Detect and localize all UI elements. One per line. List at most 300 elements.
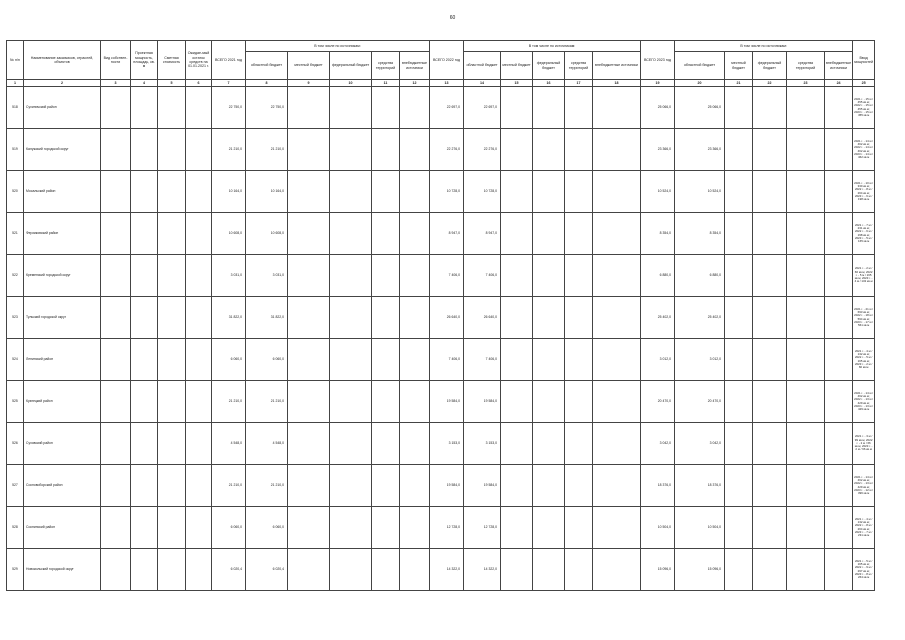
empty-cell <box>186 255 212 297</box>
page-number: 60 <box>449 15 456 21</box>
empty-cell <box>330 423 372 465</box>
empty-cell <box>400 339 430 381</box>
total-2022: 26 640,0 <box>430 297 464 339</box>
empty-cell <box>787 339 825 381</box>
row-name: Сухиничский район <box>24 87 101 129</box>
empty-cell <box>158 87 186 129</box>
empty-cell <box>753 381 787 423</box>
row-name: Тульский городской округ <box>24 297 101 339</box>
total-2023: 6 880,0 <box>641 255 675 297</box>
total-2023: 8 354,0 <box>641 213 675 255</box>
header-regional-2023: областной бюджет <box>675 52 725 80</box>
empty-cell <box>825 171 853 213</box>
empty-cell <box>330 339 372 381</box>
regional-2022: 8 947,0 <box>464 213 501 255</box>
row-name: Мосальский район <box>24 171 101 213</box>
empty-cell <box>593 507 641 549</box>
total-2022: 19 584,0 <box>430 465 464 507</box>
header-group-2023: В том числе по источникам: <box>675 41 853 52</box>
empty-cell <box>288 213 330 255</box>
column-number: 12 <box>400 80 430 87</box>
empty-cell <box>186 465 212 507</box>
empty-cell <box>725 507 753 549</box>
empty-cell <box>501 549 533 591</box>
empty-cell <box>787 297 825 339</box>
total-2021: 21 210,0 <box>212 465 246 507</box>
empty-cell <box>533 129 565 171</box>
empty-cell <box>158 507 186 549</box>
regional-2021: 21 210,0 <box>246 465 288 507</box>
total-2023: 20 470,0 <box>641 381 675 423</box>
header-extra-2023: внебюджетные источники <box>825 52 853 80</box>
header-local-2023: местный бюджет <box>725 52 753 80</box>
empty-cell <box>533 423 565 465</box>
empty-cell <box>825 213 853 255</box>
empty-cell <box>101 297 131 339</box>
column-number: 16 <box>533 80 565 87</box>
regional-2023: 18 376,0 <box>675 465 725 507</box>
empty-cell <box>288 87 330 129</box>
empty-cell <box>565 423 593 465</box>
empty-cell <box>753 255 787 297</box>
header-capacity: Проектная мощность, площадь, кв. м <box>131 41 158 80</box>
table-row <box>7 423 875 465</box>
header-territories-2022: средства территорий <box>565 52 593 80</box>
empty-cell <box>330 465 372 507</box>
regional-2021: 10 164,0 <box>246 171 288 213</box>
empty-cell <box>825 381 853 423</box>
empty-cell <box>753 423 787 465</box>
empty-cell <box>330 507 372 549</box>
empty-cell <box>753 507 787 549</box>
header-regional-2021: областной бюджет <box>246 52 288 80</box>
empty-cell <box>131 213 158 255</box>
total-2023: 10 504,0 <box>641 507 675 549</box>
row-number: 527 <box>7 465 24 507</box>
empty-cell <box>158 549 186 591</box>
empty-cell <box>753 549 787 591</box>
empty-cell <box>131 465 158 507</box>
empty-cell <box>372 339 400 381</box>
empty-cell <box>158 465 186 507</box>
empty-cell <box>101 507 131 549</box>
column-number: 5 <box>158 80 186 87</box>
header-total-2023: ВСЕГО 2023 год <box>641 41 675 80</box>
empty-cell <box>593 255 641 297</box>
commissioning-note: 2021 г. - 3 м / 99 кв.м; 2022 г. - 2 м / 66 кв.м; 2023 г. - 2 м / 66 кв.м <box>853 423 875 465</box>
empty-cell <box>787 465 825 507</box>
regional-2021: 31 822,0 <box>246 297 288 339</box>
empty-cell <box>725 213 753 255</box>
empty-cell <box>753 87 787 129</box>
commissioning-note: 2021 г. - 7 м / 231 кв.м; 2022 г. - 6 м / 198 кв.м; 2023 г. - 5 м / 165 кв.м <box>853 213 875 255</box>
empty-cell <box>158 381 186 423</box>
empty-cell <box>725 87 753 129</box>
empty-cell <box>501 171 533 213</box>
row-number: 529 <box>7 549 24 591</box>
column-number: 2 <box>24 80 101 87</box>
table-row <box>7 129 875 171</box>
empty-cell <box>288 381 330 423</box>
empty-cell <box>186 171 212 213</box>
empty-cell <box>400 465 430 507</box>
total-2021: 6 060,0 <box>212 507 246 549</box>
empty-cell <box>787 507 825 549</box>
regional-2023: 23 366,0 <box>675 129 725 171</box>
total-2021: 21 210,0 <box>212 129 246 171</box>
empty-cell <box>565 87 593 129</box>
row-number: 525 <box>7 381 24 423</box>
table-row <box>7 213 875 255</box>
total-2021: 4 548,0 <box>212 423 246 465</box>
row-name: Ферзиковский район <box>24 213 101 255</box>
total-2021: 22 750,0 <box>212 87 246 129</box>
total-2021: 6 020,4 <box>212 549 246 591</box>
empty-cell <box>101 87 131 129</box>
empty-cell <box>725 255 753 297</box>
commissioning-note: 2021 г. - 15 м / 455 кв.м; 2022 г. - 15 м / 455 кв.м; 2023 г. - 15 м / 455 кв.м <box>853 87 875 129</box>
empty-cell <box>400 507 430 549</box>
empty-cell <box>533 465 565 507</box>
empty-cell <box>533 507 565 549</box>
row-number: 523 <box>7 297 24 339</box>
table-row <box>7 549 875 591</box>
empty-cell <box>565 255 593 297</box>
column-number: 13 <box>430 80 464 87</box>
empty-cell <box>533 381 565 423</box>
column-number: 22 <box>753 80 787 87</box>
empty-cell <box>101 171 131 213</box>
header-territories-2023: средства территорий <box>787 52 825 80</box>
regional-2022: 7 406,0 <box>464 339 501 381</box>
empty-cell <box>372 549 400 591</box>
header-local-2022: местный бюджет <box>501 52 533 80</box>
empty-cell <box>372 465 400 507</box>
regional-2021: 21 210,0 <box>246 381 288 423</box>
regional-2022: 19 584,0 <box>464 465 501 507</box>
column-number: 7 <box>212 80 246 87</box>
empty-cell <box>131 171 158 213</box>
regional-2023: 15 096,0 <box>675 549 725 591</box>
commissioning-note: 2021 г. - 14 м / 462 кв.м; 2022 г. - 13 м / 429 кв.м; 2023 г. - 12 м / 396 кв.м <box>853 465 875 507</box>
column-number: 20 <box>675 80 725 87</box>
total-2021: 3 031,0 <box>212 255 246 297</box>
empty-cell <box>400 171 430 213</box>
row-name: Суховский район <box>24 423 101 465</box>
empty-cell <box>593 213 641 255</box>
empty-cell <box>131 381 158 423</box>
column-number: 4 <box>131 80 158 87</box>
empty-cell <box>501 465 533 507</box>
empty-cell <box>725 297 753 339</box>
empty-cell <box>131 507 158 549</box>
empty-cell <box>186 549 212 591</box>
regional-2023: 20 470,0 <box>675 381 725 423</box>
regional-2023: 3 012,0 <box>675 339 725 381</box>
empty-cell <box>186 339 212 381</box>
header-no: № п/п <box>7 41 24 80</box>
commissioning-note: 2021 г. - 4 м / 132 кв.м; 2022 г. - 5 м / 165 кв.м; 2023 г. - 2 м / 66 кв.м <box>853 339 875 381</box>
column-number: 18 <box>593 80 641 87</box>
empty-cell <box>753 339 787 381</box>
empty-cell <box>400 423 430 465</box>
empty-cell <box>158 255 186 297</box>
empty-cell <box>186 381 212 423</box>
total-2021: 6 060,0 <box>212 339 246 381</box>
empty-cell <box>400 255 430 297</box>
empty-cell <box>787 213 825 255</box>
empty-cell <box>288 171 330 213</box>
empty-cell <box>753 213 787 255</box>
empty-cell <box>825 549 853 591</box>
header-group-2021: В том числе по источникам: <box>246 41 430 52</box>
table-row <box>7 255 875 297</box>
empty-cell <box>787 87 825 129</box>
header-federal-2021: федеральный бюджет <box>330 52 372 80</box>
empty-cell <box>725 129 753 171</box>
empty-cell <box>158 423 186 465</box>
empty-cell <box>288 465 330 507</box>
empty-cell <box>593 297 641 339</box>
regional-2022: 14 322,0 <box>464 549 501 591</box>
regional-2022: 10 728,0 <box>464 171 501 213</box>
header-estimate: Сметная стоимость <box>158 41 186 80</box>
empty-cell <box>131 255 158 297</box>
header-name: Наименование заказчиков, отраслей, объектов <box>24 41 101 80</box>
empty-cell <box>372 171 400 213</box>
regional-2021: 4 548,0 <box>246 423 288 465</box>
regional-2023: 25 402,0 <box>675 297 725 339</box>
table-row <box>7 171 875 213</box>
empty-cell <box>131 423 158 465</box>
column-number: 9 <box>288 80 330 87</box>
empty-cell <box>593 129 641 171</box>
empty-cell <box>101 423 131 465</box>
regional-2021: 3 031,0 <box>246 255 288 297</box>
empty-cell <box>101 339 131 381</box>
empty-cell <box>101 381 131 423</box>
column-number: 11 <box>372 80 400 87</box>
empty-cell <box>288 339 330 381</box>
empty-cell <box>101 129 131 171</box>
column-number: 3 <box>101 80 131 87</box>
empty-cell <box>825 255 853 297</box>
row-name: Ленинский район <box>24 339 101 381</box>
total-2022: 7 406,0 <box>430 255 464 297</box>
regional-2021: 10 608,0 <box>246 213 288 255</box>
empty-cell <box>330 255 372 297</box>
column-number: 17 <box>565 80 593 87</box>
row-number: 528 <box>7 507 24 549</box>
empty-cell <box>593 381 641 423</box>
total-2022: 3 153,0 <box>430 423 464 465</box>
header-ownership: Вид собствен-ности <box>101 41 131 80</box>
empty-cell <box>501 339 533 381</box>
table-row <box>7 87 875 129</box>
empty-cell <box>101 549 131 591</box>
header-total-2021: ВСЕГО 2021 год <box>212 41 246 80</box>
empty-cell <box>501 381 533 423</box>
empty-cell <box>372 129 400 171</box>
column-number: 15 <box>501 80 533 87</box>
total-2023: 25 402,0 <box>641 297 675 339</box>
regional-2021: 22 750,0 <box>246 87 288 129</box>
empty-cell <box>501 213 533 255</box>
total-2021: 21 210,0 <box>212 381 246 423</box>
empty-cell <box>565 339 593 381</box>
row-name: Новокольский городской округ <box>24 549 101 591</box>
empty-cell <box>501 255 533 297</box>
empty-cell <box>825 423 853 465</box>
empty-cell <box>725 171 753 213</box>
total-2022: 8 947,0 <box>430 213 464 255</box>
regional-2021: 6 060,0 <box>246 339 288 381</box>
empty-cell <box>565 465 593 507</box>
regional-2023: 10 504,0 <box>675 507 725 549</box>
empty-cell <box>825 297 853 339</box>
empty-cell <box>565 129 593 171</box>
empty-cell <box>725 423 753 465</box>
header-federal-2023: федеральный бюджет <box>753 52 787 80</box>
total-2023: 18 376,0 <box>641 465 675 507</box>
empty-cell <box>533 297 565 339</box>
commissioning-note: 2021 г. - 10 м / 330 кв.м; 2022 г. - 8 м / 264 кв.м; 2023 г. - 6 м / 198 кв.м <box>853 171 875 213</box>
empty-cell <box>131 297 158 339</box>
row-name: Кузнецкий район <box>24 381 101 423</box>
empty-cell <box>400 381 430 423</box>
empty-cell <box>101 255 131 297</box>
header-territories-2021: средства территорий <box>372 52 400 80</box>
empty-cell <box>330 549 372 591</box>
regional-2021: 6 020,4 <box>246 549 288 591</box>
header-local-2021: местный бюджет <box>288 52 330 80</box>
empty-cell <box>565 171 593 213</box>
empty-cell <box>186 507 212 549</box>
row-number: 524 <box>7 339 24 381</box>
empty-cell <box>158 129 186 171</box>
empty-cell <box>158 339 186 381</box>
empty-cell <box>565 213 593 255</box>
empty-cell <box>330 213 372 255</box>
empty-cell <box>725 381 753 423</box>
total-2022: 7 406,0 <box>430 339 464 381</box>
commissioning-note: 2021 г. - 2 м / 66 кв.м; 2022 г. - 5 м / 165 кв.м; 2023 г. - 4 м / 132 кв.м <box>853 255 875 297</box>
total-2023: 3 042,0 <box>641 423 675 465</box>
empty-cell <box>725 339 753 381</box>
empty-cell <box>825 339 853 381</box>
regional-2023: 8 354,0 <box>675 213 725 255</box>
regional-2021: 6 060,0 <box>246 507 288 549</box>
empty-cell <box>131 339 158 381</box>
empty-cell <box>787 255 825 297</box>
table-row <box>7 339 875 381</box>
regional-2023: 10 524,0 <box>675 171 725 213</box>
regional-2023: 3 042,0 <box>675 423 725 465</box>
empty-cell <box>288 549 330 591</box>
header-commissioning: Ввод мощностей <box>853 41 875 80</box>
empty-cell <box>825 87 853 129</box>
empty-cell <box>593 171 641 213</box>
empty-cell <box>330 297 372 339</box>
total-2022: 19 584,0 <box>430 381 464 423</box>
empty-cell <box>372 507 400 549</box>
empty-cell <box>330 171 372 213</box>
empty-cell <box>593 339 641 381</box>
row-number: 526 <box>7 423 24 465</box>
total-2021: 10 608,0 <box>212 213 246 255</box>
empty-cell <box>787 171 825 213</box>
empty-cell <box>186 129 212 171</box>
empty-cell <box>372 213 400 255</box>
empty-cell <box>593 549 641 591</box>
empty-cell <box>501 507 533 549</box>
column-number: 14 <box>464 80 501 87</box>
empty-cell <box>330 87 372 129</box>
table-row <box>7 381 875 423</box>
row-number: 520 <box>7 171 24 213</box>
total-2022: 14 322,0 <box>430 549 464 591</box>
empty-cell <box>565 507 593 549</box>
empty-cell <box>725 465 753 507</box>
empty-cell <box>288 507 330 549</box>
total-2022: 12 728,0 <box>430 507 464 549</box>
empty-cell <box>330 381 372 423</box>
empty-cell <box>501 423 533 465</box>
empty-cell <box>158 213 186 255</box>
empty-cell <box>101 213 131 255</box>
empty-cell <box>565 549 593 591</box>
total-2023: 10 524,0 <box>641 171 675 213</box>
row-name: Калужский городской округ <box>24 129 101 171</box>
commissioning-note: 2021 г. - 21 м / 693 кв.м; 2022 г. - 18 м / 594 кв.м; 2023 г. - 17 м / 561 кв.м <box>853 297 875 339</box>
empty-cell <box>787 381 825 423</box>
empty-cell <box>753 297 787 339</box>
total-2023: 15 096,0 <box>641 549 675 591</box>
investment-table <box>6 40 875 591</box>
empty-cell <box>787 549 825 591</box>
empty-cell <box>186 87 212 129</box>
row-number: 522 <box>7 255 24 297</box>
total-2022: 10 728,0 <box>430 171 464 213</box>
empty-cell <box>186 297 212 339</box>
empty-cell <box>501 87 533 129</box>
empty-cell <box>400 213 430 255</box>
empty-cell <box>288 423 330 465</box>
column-number: 6 <box>186 80 212 87</box>
regional-2022: 22 276,0 <box>464 129 501 171</box>
commissioning-note: 2021 г. - 5 м / 165 кв.м; 2022 г. - 9 м / 297 кв.м; 2023 г. - 8 м / 264 кв.м <box>853 549 875 591</box>
empty-cell <box>186 213 212 255</box>
header-total-2022: ВСЕГО 2022 год <box>430 41 464 80</box>
empty-cell <box>725 549 753 591</box>
regional-2022: 26 640,0 <box>464 297 501 339</box>
table-row <box>7 297 875 339</box>
regional-2023: 25 066,0 <box>675 87 725 129</box>
empty-cell <box>501 297 533 339</box>
empty-cell <box>372 255 400 297</box>
total-2021: 31 822,0 <box>212 297 246 339</box>
regional-2022: 3 153,0 <box>464 423 501 465</box>
empty-cell <box>186 423 212 465</box>
row-number: 518 <box>7 87 24 129</box>
empty-cell <box>288 297 330 339</box>
empty-cell <box>372 381 400 423</box>
empty-cell <box>533 171 565 213</box>
empty-cell <box>593 87 641 129</box>
empty-cell <box>753 465 787 507</box>
empty-cell <box>825 129 853 171</box>
regional-2022: 22 697,0 <box>464 87 501 129</box>
